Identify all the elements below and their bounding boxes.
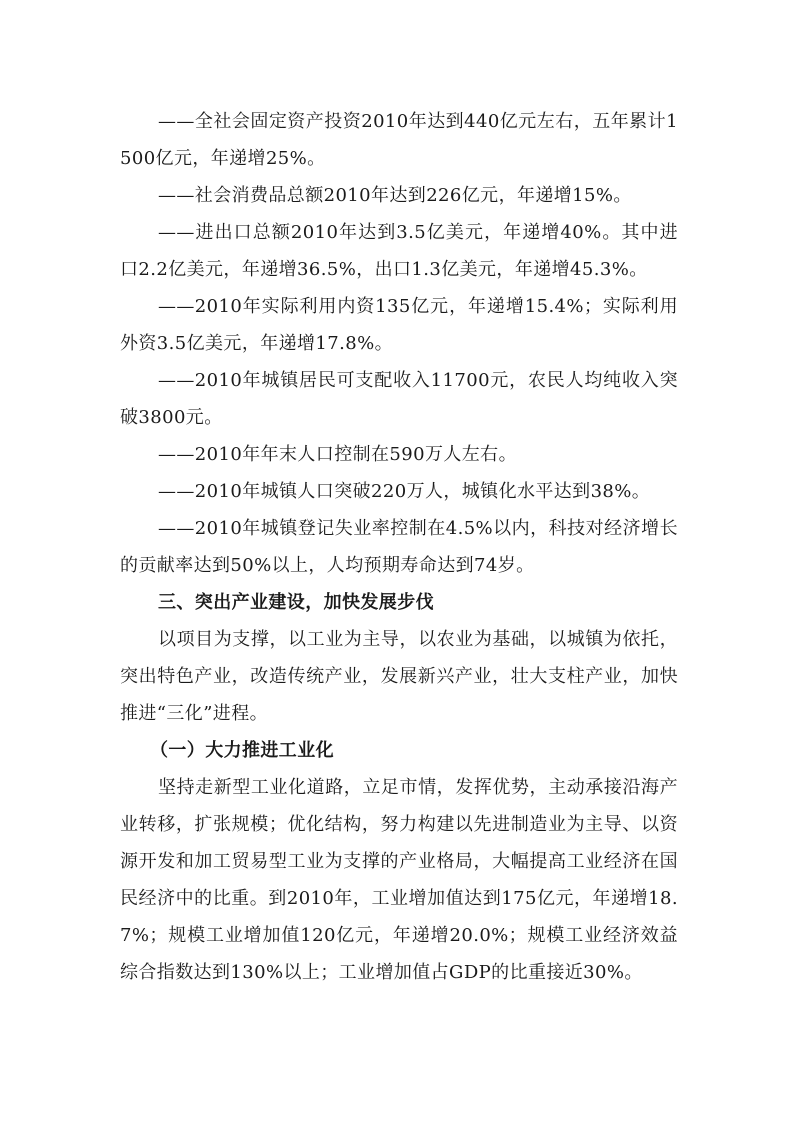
paragraph-industrialization: 坚持走新型工业化道路，立足市情，发挥优势，主动承接沿海产业转移，扩张规模；优化结构，努力构建以先进制造业为主导、以资源开发和加工贸易型工业为支撑的产业格局，大幅提高工业经济在国民经济中的比重。到2010年，工业增加值达到175亿元，年递增18.7%；规模工业增加值120亿元，年递增20.0%；规模工业经济效益综合指数达到130%以上；工业增加值占GDP的比重接近30%。 [120, 777, 678, 983]
paragraph-unemployment: ——2010年城镇登记失业率控制在4.5%以内，科技对经济增长的贡献率达到50%以上，人均预期寿命达到74岁。 [120, 518, 678, 576]
document-page [120, 103, 678, 991]
paragraph-section-intro: 以项目为支撑，以工业为主导，以农业为基础，以城镇为依托，突出特色产业，改造传统产业，发展新兴产业，壮大支柱产业，加快推进“三化”进程。 [120, 629, 678, 724]
paragraph-consumer-goods: ——社会消费品总额2010年达到226亿元，年递增15%。 [158, 185, 632, 206]
paragraph-import-export: ——进出口总额2010年达到3.5亿美元，年递增40%。其中进口2.2亿美元，年递增36.5%，出口1.3亿美元，年递增45.3%。 [120, 222, 678, 280]
paragraph-capital-utilization: ——2010年实际利用内资135亿元，年递增15.4%；实际利用外资3.5亿美元，年递增17.8%。 [120, 296, 678, 354]
section-heading-industry: 三、突出产业建设，加快发展步伐 [158, 592, 434, 613]
paragraph-urbanization: ——2010年城镇人口突破220万人，城镇化水平达到38%。 [158, 481, 651, 502]
subsection-heading-industrialization: （一）大力推进工业化 [150, 740, 334, 761]
paragraph-income: ——2010年城镇居民可支配收入11700元，农民人均纯收入突破3800元。 [120, 370, 678, 428]
paragraph-population: ——2010年年末人口控制在590万人左右。 [158, 444, 517, 465]
paragraph-fixed-asset-investment: ——全社会固定资产投资2010年达到440亿元左右，五年累计1500亿元，年递增25%。 [120, 111, 678, 169]
